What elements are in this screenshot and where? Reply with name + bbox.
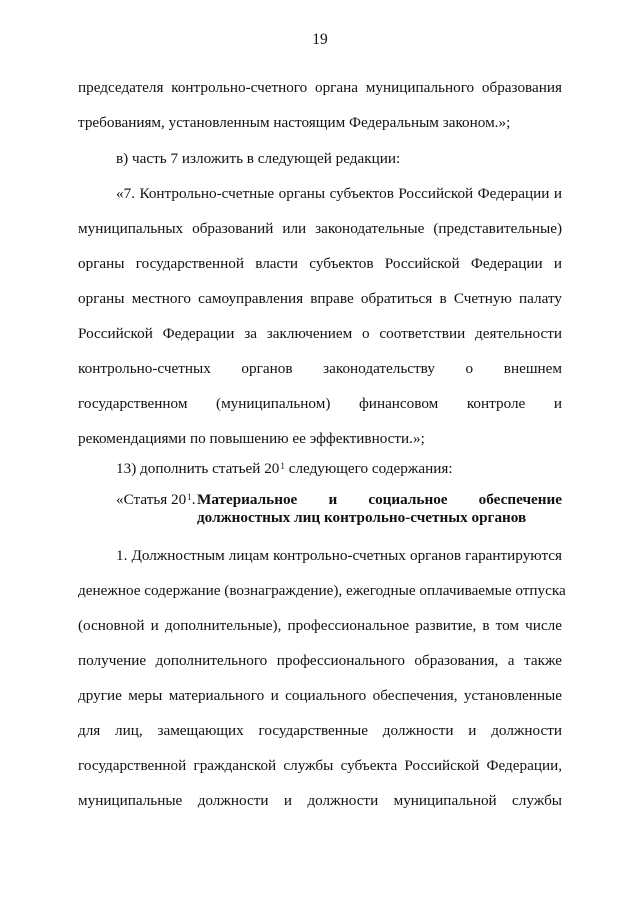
text-line: другие меры материального и социального обеспечения, установленные [78,687,562,704]
text-line: органы местного самоуправления вправе обратиться в Счетную палату [78,290,562,307]
text-line: государственном (муниципальном) финансовом контроле и [78,395,562,412]
text-line: «7. Контрольно-счетные органы субъектов Российской Федерации и [116,185,562,202]
text-line: муниципальных образований или законодательные (представительные) [78,220,562,237]
text-line: получение дополнительного профессионального образования, а также [78,652,562,669]
text-line: органы государственной власти субъектов Российской Федерации и [78,255,562,272]
item-13-line [116,459,562,479]
text-line: (основной и дополнительные), профессиональное развитие, в том числе [78,617,562,634]
text-line: требованиям, установленным настоящим Федеральным законом.»; [78,114,511,131]
text-line: муниципальные должности и должности муниципальной службы [78,792,562,809]
text-line: контрольно-счетных органов законодательству о внешнем [78,360,562,377]
article-title [197,491,562,527]
text-line: рекомендациями по повышению ее эффективности.»; [78,430,425,447]
item-13-tail: следующего содержания: [284,460,453,477]
superscript: 1 [187,492,192,502]
text-line: государственной гражданской службы субъекта Российской Федерации, [78,757,562,774]
text-line: председателя контрольно-счетного органа муниципального образования [78,79,562,96]
article-title-line: Материальное и социальное обеспечение [197,491,562,508]
text-line: 1. Должностным лицам контрольно-счетных органов гарантируются [116,547,562,564]
text-line: денежное содержание (вознаграждение), ежегодные оплачиваемые отпуска [78,582,566,599]
text-line: в) часть 7 изложить в следующей редакции: [116,150,401,167]
article-title-line: должностных лиц контрольно-счетных органов [197,509,527,526]
superscript: 1 [280,461,285,471]
item-13-text: 13) дополнить статьей 20 [116,460,280,477]
page-number: 19 [312,31,328,48]
article-heading [116,491,562,526]
text-line: для лиц, замещающих государственные должности и должности [78,722,562,739]
text-line: Российской Федерации за заключением о соответствии деятельности [78,325,562,342]
article-prefix: «Статья $20^1$. [116,491,196,508]
